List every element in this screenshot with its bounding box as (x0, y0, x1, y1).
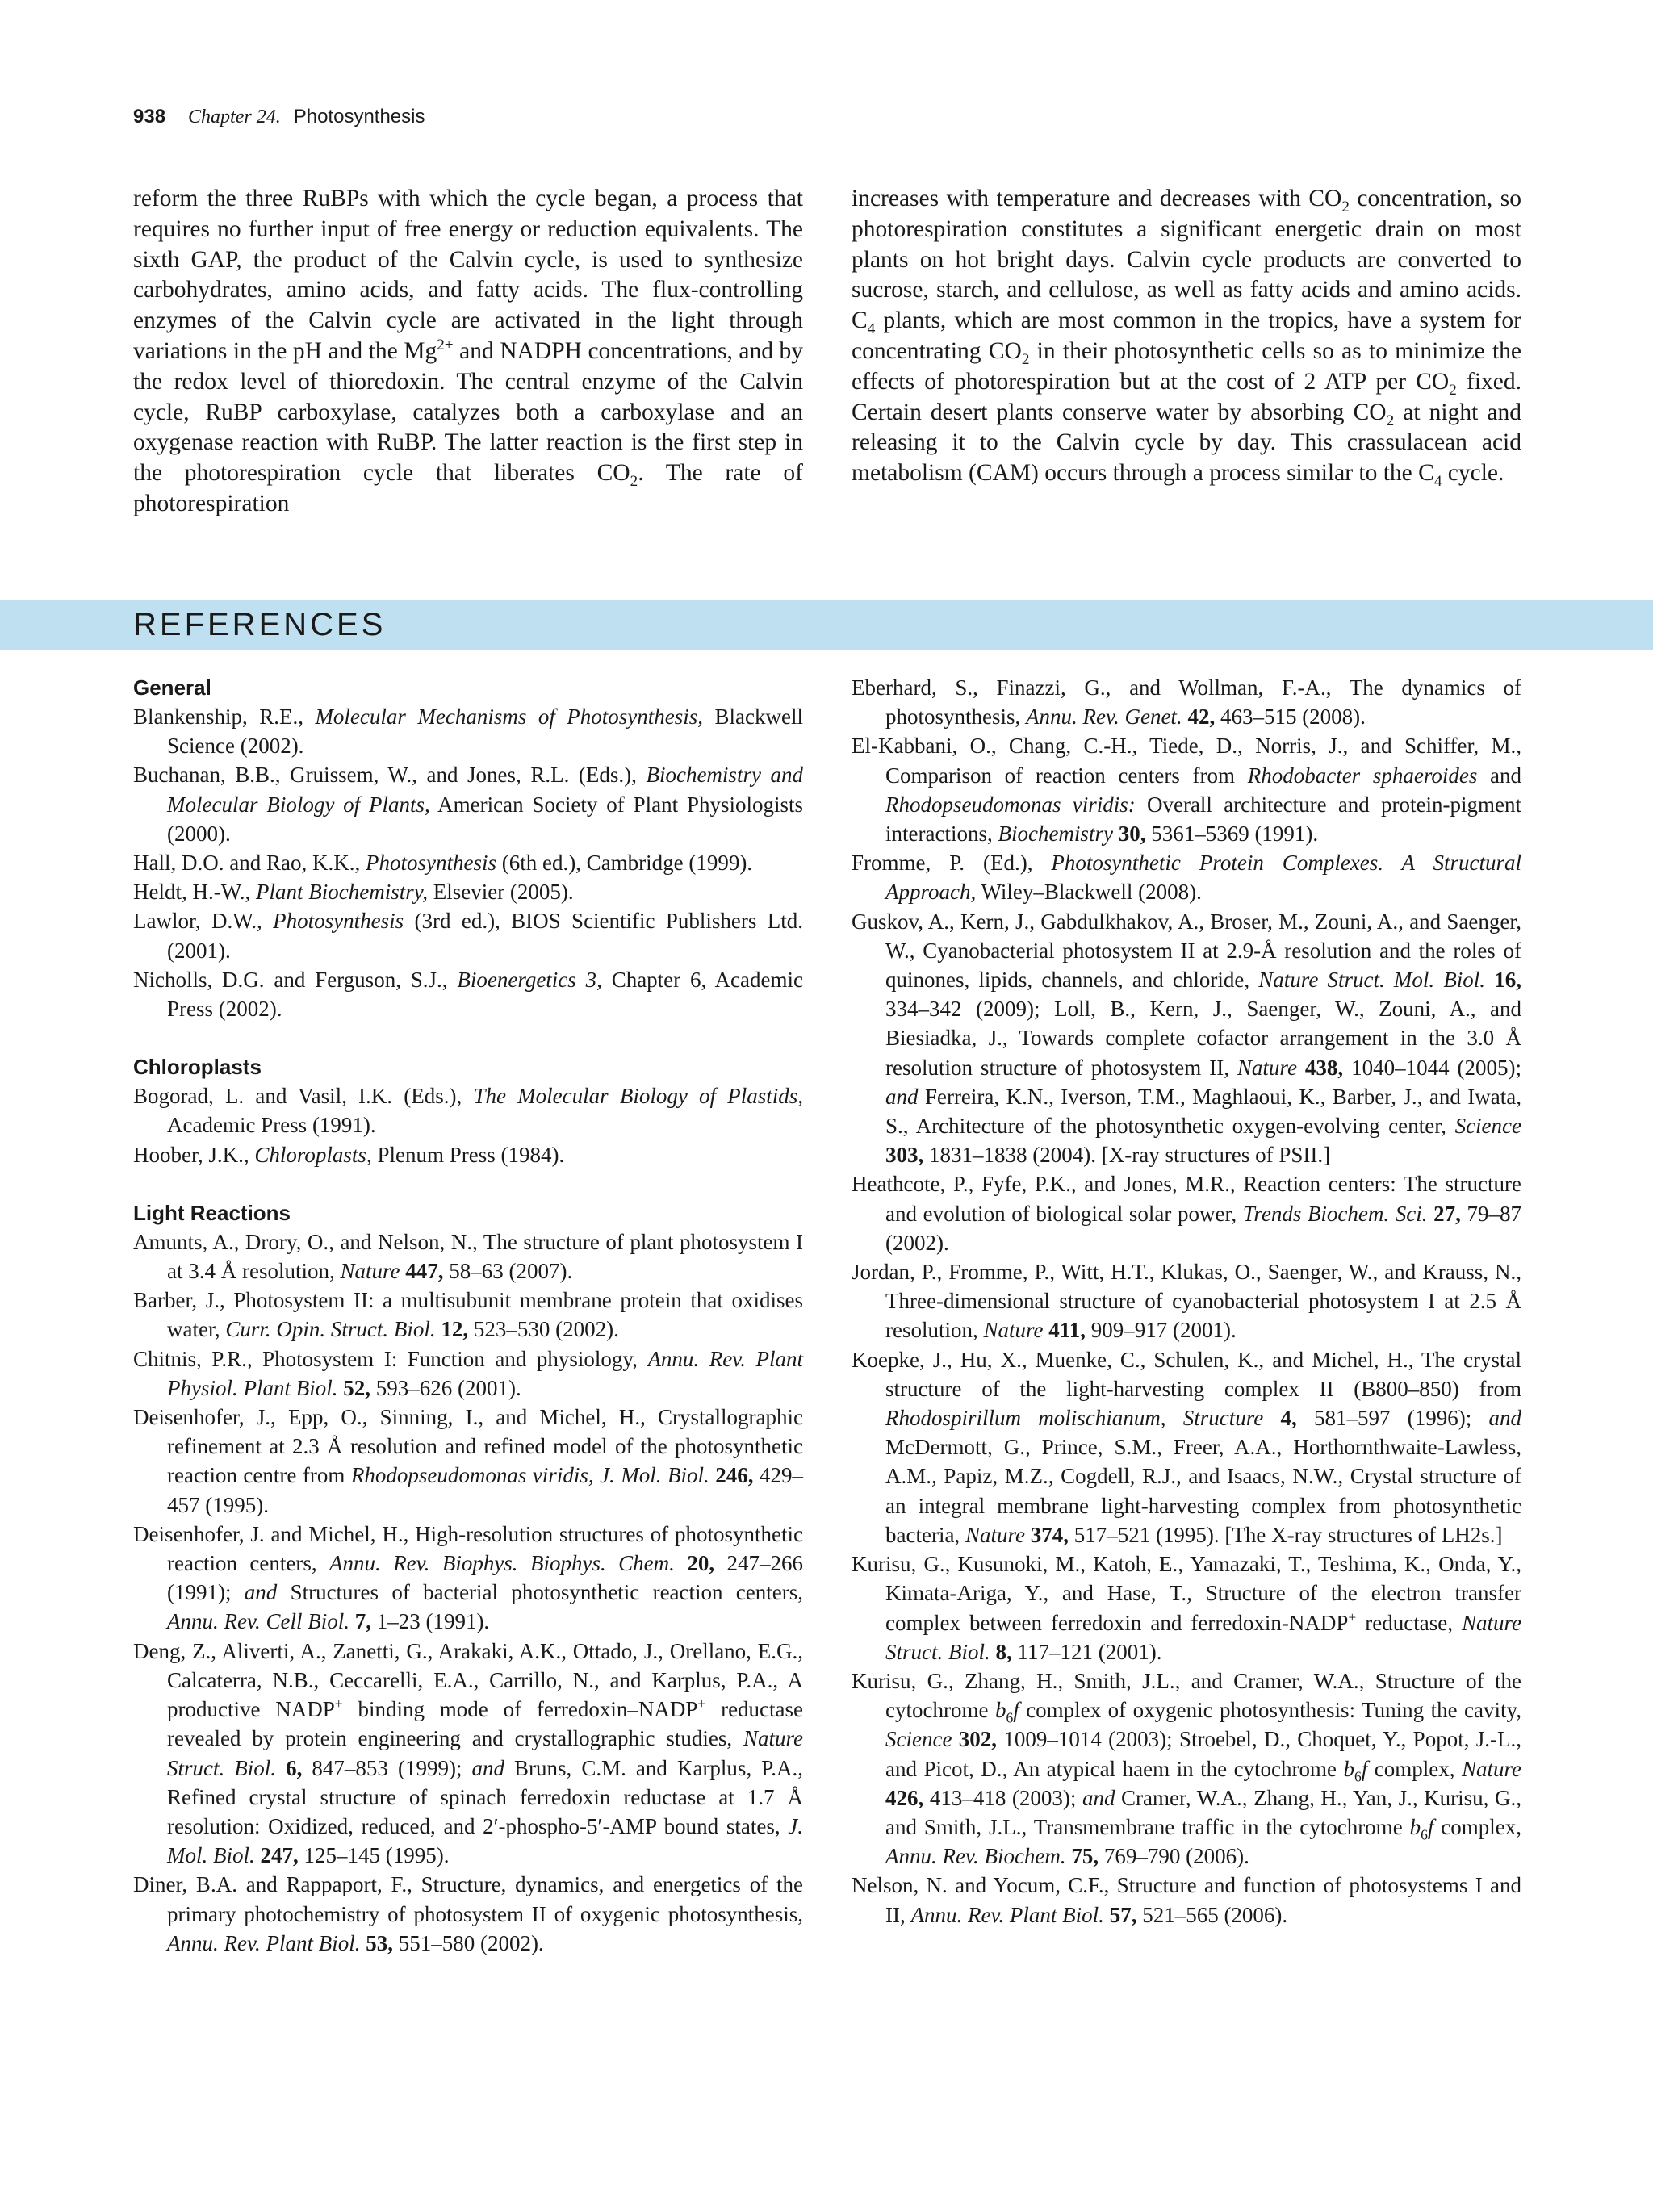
body-text-left-column: reform the three RuBPs with which the cycle began, a process that requires no further input of free energy or reduction equivalents. The sixth GAP, the product of the Calvin cycle, is used to synthesize carbohydrates, amino acids, and fatty acids. The flux-controlling enzymes of the Calvin cycle are activated in the light through variations in the pH and the $Mg^{2+}$ and NADPH concentrations, and by the redox level of thioredoxin. The central enzyme of the Calvin cycle, RuBP carboxylase, catalyzes both a carboxylase and an oxygenase reaction with RuBP. The latter reaction is the first step in the photorespiration cycle that liberates $CO_2$. The rate of photorespiration (133, 186, 804, 516)
reference-entry: Hoober, J.K., Chloroplasts, Plenum Press (1984). (133, 1142, 565, 1167)
reference-entry: Amunts, A., Drory, O., and Nelson, N., The structure of plant photosystem I at 3.4 Å resolution, Nature 447, 58–63 (2007). (133, 1229, 803, 1284)
references-left-column (133, 673, 803, 1958)
reference-entry: Deng, Z., Aliverti, A., Zanetti, G., Arakaki, A.K., Ottado, J., Orellano, E.G., Calcaterra, N.B., Ceccarelli, E.A., Carrillo, N., and Karplus, P.A., A productive NADP+ binding mode of ferredoxin–NADP+ reductase revealed by protein engineering and crystallographic studies, Nature Struct. Biol. 6, 847–853 (1999); and Bruns, C.M. and Karplus, P.A., Refined crystal structure of spinach ferredoxin reductase at 1.7 Å resolution: Oxidized, reduced, and 2′-phospho-5′-AMP bound states, J. Mol. Biol. 247, 125–145 (1995). (133, 1638, 804, 1868)
reference-entry: Buchanan, B.B., Gruissem, W., and Jones, R.L. (Eds.), Biochemistry and Molecular Biology of Plants, American Society of Plant Physiologists (2000). (133, 763, 804, 846)
references-banner (0, 600, 1653, 650)
section-heading-chloroplasts: Chloroplasts (133, 1055, 262, 1080)
reference-entry: Chitnis, P.R., Photosystem I: Function and physiology, Annu. Rev. Plant Physiol. Plant Biol. 52, 593–626 (2001). (133, 1346, 803, 1400)
reference-entry: Bogorad, L. and Vasil, I.K. (Eds.), The Molecular Biology of Plastids, Academic Press (1991). (133, 1084, 803, 1138)
reference-entry: Jordan, P., Fromme, P., Witt, H.T., Klukas, O., Saenger, W., and Krauss, N., Three-dimensional structure of cyanobacterial photosystem I at 2.5 Å resolution, Nature 411, 909–917 (2001). (852, 1260, 1521, 1343)
reference-entry: Deisenhofer, J., Epp, O., Sinning, I., and Michel, H., Crystallographic refinement at 2.3 Å resolution and refined model of the photosynthetic reaction centre from Rhodopseudomonas viridis, J. Mol. Biol. 246, 429–457 (1995). (133, 1405, 804, 1517)
reference-entry: Koepke, J., Hu, X., Muenke, C., Schulen, K., and Michel, H., The crystal structure of the light-harvesting complex II (B800–850) from Rhodospirillum molischianum, Structure 4, 581–597 (1996); and McDermott, G., Prince, S.M., Freer, A.A., Horthornthwaite-Lawless, A.M., Papiz, M.Z., Cogdell, R.J., and Isaacs, N.W., Crystal structure of an integral membrane light-harvesting complex from photosynthetic bacteria, Nature 374, 517–521 (1995). [The X-ray structures of LH2s.] (852, 1347, 1522, 1547)
reference-entry: Blankenship, R.E., Molecular Mechanisms of Photosynthesis, Blackwell Science (2002). (133, 705, 803, 759)
reference-entry: Eberhard, S., Finazzi, G., and Wollman, F.-A., The dynamics of photosynthesis, Annu. Rev. Genet. 42, 463–515 (2008). (852, 675, 1521, 730)
page-number: 938 (133, 106, 166, 128)
chapter-label: Chapter 24. (188, 107, 281, 128)
reference-entry: Deisenhofer, J. and Michel, H., High-resolution structures of photosynthetic reaction centers, Annu. Rev. Biophys. Biophys. Chem. 20, 247–266 (1991); and Structures of bacterial photosynthetic reaction centers, Annu. Rev. Cell Biol. 7, 1–23 (1991). (133, 1521, 804, 1634)
references-heading: REFERENCES (133, 607, 387, 642)
reference-entry: Diner, B.A. and Rappaport, F., Structure, dynamics, and energetics of the primary photochemistry of photosystem II of oxygenic photosynthesis, Annu. Rev. Plant Biol. 53, 551–580 (2002). (133, 1872, 803, 1955)
section-heading-light-reactions: Light Reactions (133, 1200, 291, 1225)
reference-entry: Hall, D.O. and Rao, K.K., Photosynthesis (6th ed.), Cambridge (1999). (133, 851, 753, 876)
references-right-column (852, 673, 1521, 1930)
reference-entry: Heldt, H.-W., Plant Biochemistry, Elsevier (2005). (133, 880, 574, 905)
reference-entry: Heathcote, P., Fyfe, P.K., and Jones, M.R., Reaction centers: The structure and evolution of biological solar power, Trends Biochem. Sci. 27, 79–87 (2002). (852, 1172, 1522, 1255)
reference-entry: Lawlor, D.W., Photosynthesis (3rd ed.), BIOS Scientific Publishers Ltd. (2001). (133, 909, 803, 963)
reference-entry: Nelson, N. and Yocum, C.F., Structure and function of photosystems I and II, Annu. Rev. Plant Biol. 57, 521–565 (2006). (852, 1873, 1521, 1927)
reference-entry: Nicholls, D.G. and Ferguson, S.J., Bioenergetics 3, Chapter 6, Academic Press (2002). (133, 967, 803, 1022)
reference-entry: Barber, J., Photosystem II: a multisubunit membrane protein that oxidises water, Curr. Opin. Struct. Biol. 12, 523–530 (2002). (133, 1288, 803, 1342)
reference-entry: Kurisu, G., Kusunoki, M., Katoh, E., Yamazaki, T., Teshima, K., Onda, Y., Kimata-Ariga, Y., and Hase, T., Structure of the electron transfer complex between ferredoxin and ferredoxin-NADP+ reductase, Nature Struct. Biol. 8, 117–121 (2001). (852, 1552, 1522, 1664)
reference-entry: Kurisu, G., Zhang, H., Smith, J.L., and Cramer, W.A., Structure of the cytochrome $b_6f$ complex of oxygenic photosynthesis: Tuning the cavity, Science 302, 1009–1014 (2003); Stroebel, D., Choquet, Y., Popot, J.-L., and Picot, D., An atypical haem in the cytochrome $b_6f$ complex, Nature 426, 413–418 (2003); and Cramer, W.A., Zhang, H., Yan, J., Kurisu, G., and Smith, J.L., Transmembrane traffic in the cytochrome $b_6f$ complex, Annu. Rev. Biochem. 75, 769–790 (2006). (852, 1668, 1522, 1869)
body-text-right-column: increases with temperature and decreases with $CO_2$ concentration, so photorespiration constitutes a significant energetic drain on most plants on hot bright days. Calvin cycle products are converted to sucrose, starch, and cellulose, as well as fatty acids and amino acids. $C_4$ plants, which are most common in the tropics, have a system for concentrating $CO_2$ in their photosynthetic cells so as to minimize the effects of photorespiration but at the cost of 2 ATP per $CO_2$ fixed. Certain desert plants conserve water by absorbing $CO_2$ at night and releasing it to the Calvin cycle by day. This crassulacean acid metabolism (CAM) occurs through a process similar to the $C_4$ cycle. (852, 186, 1521, 491)
reference-entry: Guskov, A., Kern, J., Gabdulkhakov, A., Broser, M., Zouni, A., and Saenger, W., Cyanobacterial photosystem II at 2.9-Å resolution and the roles of quinones, lipids, channels, and chloride, Nature Struct. Mol. Biol. 16, 334–342 (2009); Loll, B., Kern, J., Saenger, W., Zouni, A., and Biesiadka, J., Towards complete cofactor arrangement in the 3.0 Å resolution structure of photosystem II, Nature 438, 1040–1044 (2005); and Ferreira, K.N., Iverson, T.M., Maghlaoui, K., Barber, J., and Iwata, S., Architecture of the photosynthetic oxygen-evolving center, Science 303, 1831–1838 (2004). [X-ray structures of PSII.] (852, 909, 1522, 1168)
running-header (133, 101, 425, 133)
chapter-title: Photosynthesis (293, 106, 425, 128)
section-heading-general: General (133, 675, 211, 700)
reference-entry: Fromme, P. (Ed.), Photosynthetic Protein Complexes. A Structural Approach, Wiley–Blackwell (2008). (852, 851, 1521, 905)
reference-entry: El-Kabbani, O., Chang, C.-H., Tiede, D., Norris, J., and Schiffer, M., Comparison of reaction centers from Rhodobacter sphaeroides and Rhodopseudomonas viridis: Overall architecture and protein-pigment interactions, Biochemistry 30, 5361–5369 (1991). (852, 734, 1522, 847)
